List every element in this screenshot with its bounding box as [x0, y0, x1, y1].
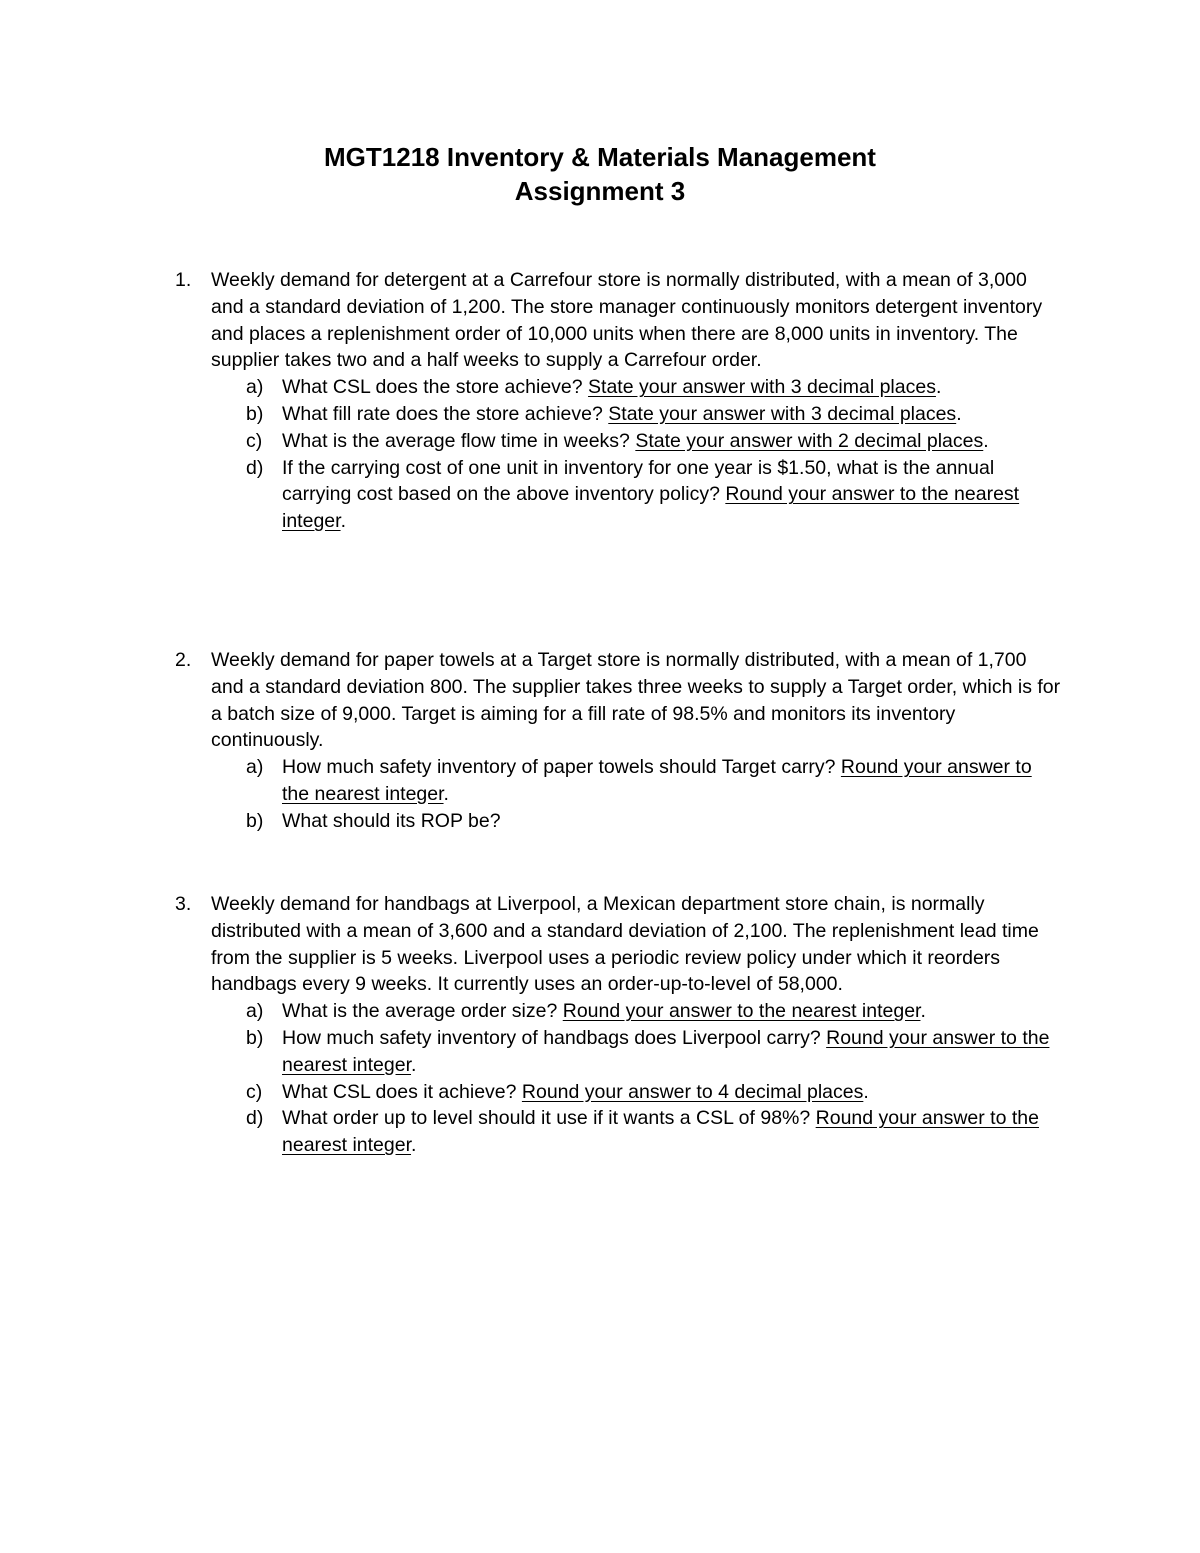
part-end: . [411, 1134, 417, 1157]
part-text: What CSL does it achieve? [282, 1080, 522, 1103]
question-part [246, 1025, 1062, 1079]
part-instruction: State your answer with 3 decimal places [608, 402, 957, 425]
part-label: b) [246, 402, 264, 425]
document-title: MGT1218 Inventory & Materials Management [324, 142, 876, 172]
part-end: . [956, 402, 962, 425]
part-label: a) [246, 376, 264, 399]
question-part [246, 374, 1062, 401]
part-instruction: State your answer with 2 decimal places [635, 429, 984, 452]
part-label: d) [246, 1107, 264, 1130]
part-end: . [340, 510, 346, 533]
document-subtitle: Assignment 3 [514, 176, 686, 206]
part-instruction: Round your answer to the nearest integer [282, 756, 1032, 805]
question-2 [0, 647, 1200, 835]
part-end: . [863, 1080, 869, 1103]
question-number: 2. [175, 649, 192, 671]
part-text: How much safety inventory of paper towels should Target carry? [282, 756, 841, 779]
part-instruction: State your answer with 3 decimal places [588, 376, 936, 399]
part-text: What should its ROP be? [282, 809, 501, 832]
part-text: What order up to level should it use if it wants a CSL of 98%? [282, 1107, 816, 1130]
part-instruction: Round your answer to 4 decimal places [521, 1080, 864, 1103]
part-label: b) [246, 809, 264, 832]
part-text: What fill rate does the store achieve? [282, 402, 609, 425]
question-part [246, 998, 1062, 1025]
part-text: How much safety inventory of handbags does Liverpool carry? [282, 1026, 827, 1049]
part-end: . [920, 1000, 926, 1023]
part-end: . [443, 782, 449, 805]
part-end: . [411, 1053, 417, 1076]
part-label: c) [246, 429, 263, 452]
question-text: Weekly demand for detergent at a Carrefour store is normally distributed, with a mean of 3,000 and a standard deviation of 1,200. The store manager continuously monitors detergent inventory and places a replenishment order of 10,000 units when there are 8,000 units in inventory. The supplier takes two and a half weeks to supply a Carrefour order. [211, 269, 1043, 372]
part-label: c) [246, 1080, 263, 1103]
question-text: Weekly demand for handbags at Liverpool, a Mexican department store chain, is normally distributed with a mean of 3,600 and a standard deviation of 2,100. The replenishment lead time from the supplier is 5 weeks. Liverpool uses a periodic review policy under which it reorders handbags every 9 weeks. It currently uses an order-up-to-level of 58,000. [211, 893, 1039, 996]
part-label: d) [246, 456, 264, 479]
part-label: a) [246, 756, 264, 779]
question-number: 1. [175, 269, 192, 291]
part-instruction: Round your answer to the nearest integer [282, 483, 1020, 533]
question-3 [0, 891, 1200, 1159]
part-instruction: Round your answer to the nearest integer [282, 1026, 1050, 1076]
question-part [246, 455, 1062, 535]
question-part [246, 401, 1062, 428]
part-label: b) [246, 1026, 264, 1049]
part-instruction: Round your answer to the nearest integer [562, 1000, 921, 1023]
question-1 [0, 267, 1200, 535]
part-label: a) [246, 1000, 264, 1023]
question-part [246, 428, 1062, 455]
question-part [246, 1105, 1062, 1159]
question-part [246, 1079, 1062, 1106]
part-text: What CSL does the store achieve? [282, 376, 589, 399]
question-text: Weekly demand for paper towels at a Target store is normally distributed, with a mean of 1,700 and a standard deviation 800. The supplier takes three weeks to supply a Target order, which is for a batch size of 9,000. Target is aiming for a fill rate of 98.5% and monitors its inventory continuously. [211, 649, 1061, 752]
part-text: If the carrying cost of one unit in inventory for one year is $1.50, what is the annual carrying cost based on the above inventory policy? [282, 456, 995, 506]
part-text: What is the average order size? [282, 1000, 563, 1023]
part-end: . [983, 429, 989, 452]
part-text: What is the average flow time in weeks? [282, 429, 636, 452]
part-end: . [935, 376, 942, 399]
question-part [246, 754, 1062, 808]
question-part [246, 808, 1062, 835]
question-number: 3. [175, 893, 192, 915]
part-instruction: Round your answer to the nearest integer [282, 1107, 1039, 1157]
